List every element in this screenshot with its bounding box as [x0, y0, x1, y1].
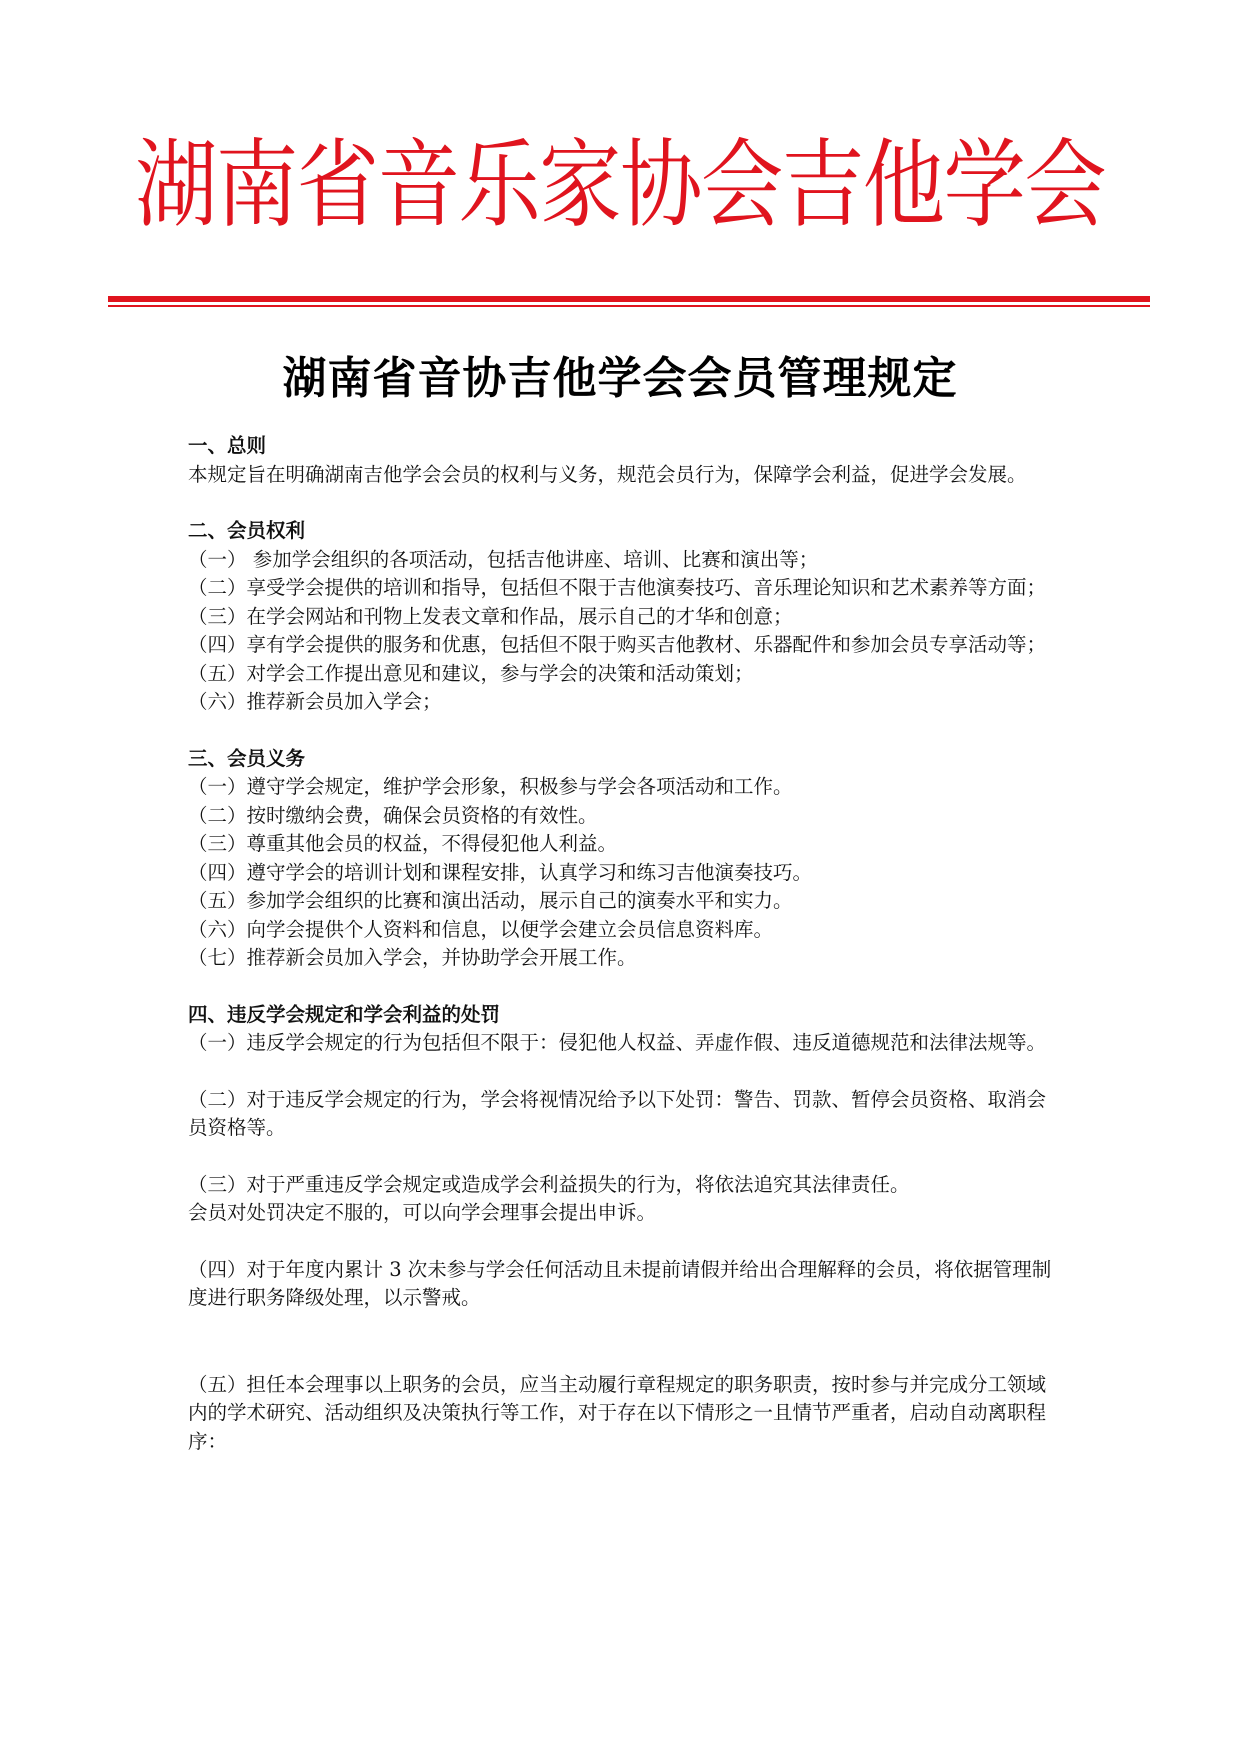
- document-body: [188, 432, 1058, 1456]
- penalties-item-5: （五）担任本会理事以上职务的会员，应当主动履行章程规定的职务职责，按时参与并完成分工领域内的学术研究、活动组织及决策执行等工作，对于存在以下情形之一且情节严重者，启动自动离职程序：: [188, 1372, 1047, 1453]
- duties-item-1: （一）遵守学会规定，维护学会形象，积极参与学会各项活动和工作。: [188, 775, 793, 798]
- duties-item-6: （六）向学会提供个人资料和信息，以便学会建立会员信息资料库。: [188, 917, 774, 941]
- penalties-item-1: （一）违反学会规定的行为包括但不限于：侵犯他人权益、弄虚作假、违反道德规范和法律法规等。: [188, 1031, 1047, 1054]
- section-heading-penalties: 四、违反学会规定和学会利益的处罚: [188, 1002, 501, 1026]
- duties-item-7: （七）推荐新会员加入学会，并协助学会开展工作。: [188, 946, 637, 969]
- rights-item-4: （四）享有学会提供的服务和优惠，包括但不限于购买吉他教材、乐器配件和参加会员专享活动等；: [188, 633, 1047, 656]
- rights-item-1: （一） 参加学会组织的各项活动，包括吉他讲座、培训、比赛和演出等；: [188, 547, 819, 571]
- masthead-divider-thick: [108, 296, 1150, 302]
- duties-item-5: （五）参加学会组织的比赛和演出活动，展示自己的演奏水平和实力。: [188, 889, 793, 912]
- penalties-item-3: （三）对于严重违反学会规定或造成学会利益损失的行为，将依法追究其法律责任。: [188, 1172, 910, 1196]
- section-heading-general: 一、总则: [188, 434, 267, 457]
- rights-item-6: （六）推荐新会员加入学会；: [188, 690, 442, 713]
- duties-item-4: （四）遵守学会的培训计划和课程安排，认真学习和练习吉他演奏技巧。: [188, 860, 813, 884]
- document-title: 湖南省音协吉他学会会员管理规定: [282, 353, 958, 404]
- duties-item-2: （二）按时缴纳会费，确保会员资格的有效性。: [188, 803, 598, 827]
- section-heading-duties: 三、会员义务: [188, 746, 306, 770]
- duties-item-3: （三）尊重其他会员的权益，不得侵犯他人利益。: [188, 832, 618, 855]
- penalties-item-2: （二）对于违反学会规定的行为，学会将视情况给予以下处罚：警告、罚款、暂停会员资格、取消会员资格等。: [188, 1087, 1047, 1139]
- general-paragraph: 本规定旨在明确湖南吉他学会会员的权利与义务，规范会员行为，保障学会利益，促进学会发展。: [188, 462, 1027, 486]
- section-heading-rights: 二、会员权利: [188, 519, 306, 542]
- rights-item-3: （三）在学会网站和刊物上发表文章和作品，展示自己的才华和创意；: [188, 604, 793, 628]
- rights-item-5: （五）对学会工作提出意见和建议，参与学会的决策和活动策划；: [188, 661, 754, 685]
- penalties-item-4: （四）对于年度内累计 3 次未参与学会任何活动且未提前请假并给出合理解释的会员，将依据管理制度进行职务降级处理，以示警戒。: [188, 1257, 1052, 1309]
- rights-item-2: （二）享受学会提供的培训和指导，包括但不限于吉他演奏技巧、音乐理论知识和艺术素养等方面；: [188, 576, 1047, 599]
- penalties-appeal-note: 会员对处罚决定不服的，可以向学会理事会提出申诉。: [188, 1201, 657, 1224]
- masthead-divider-thin: [108, 305, 1150, 307]
- masthead-title: 湖南省音乐家协会吉他学会: [134, 129, 1106, 241]
